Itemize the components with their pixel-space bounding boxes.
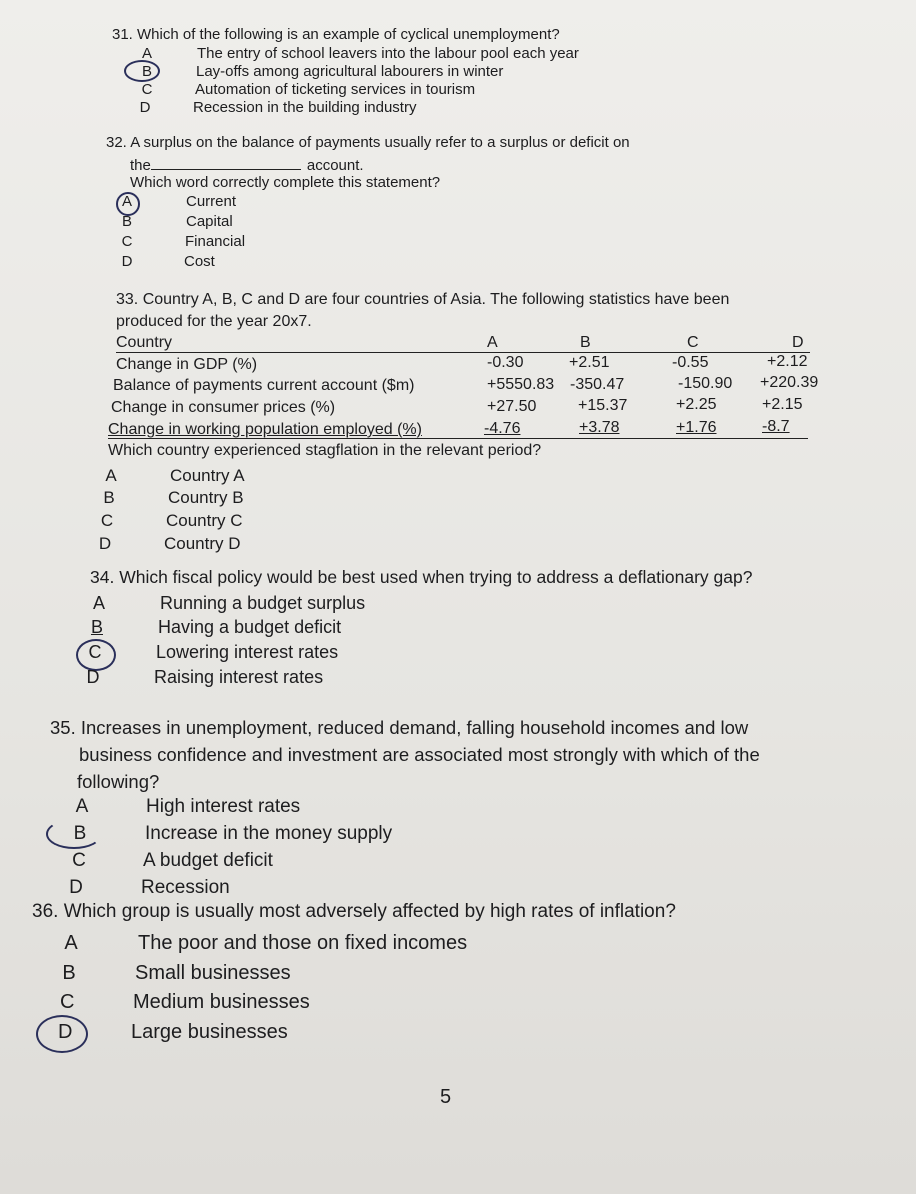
question-36-stem: 36. Which group is usually most adversely affected by high rates of inflation? [32,901,676,922]
question-32-prompt: Which word correctly complete this statement? [130,174,441,191]
table-cell: +5550.83 [487,376,555,393]
option-letter: A [105,466,117,485]
table-header-b: B [580,334,591,351]
option-text: Automation of ticketing services in tourism [195,81,476,98]
option-letter: C [88,642,102,662]
option-text: Recession [141,877,230,898]
option-letter: A [141,45,152,62]
option-letter: B [73,823,87,844]
option-text: Raising interest rates [154,667,324,687]
option-letter: B [103,488,115,507]
option-text: Country A [170,466,245,485]
table-cell: +220.39 [760,374,819,391]
question-35-stem-line-2: business confidence and investment are associated most strongly with which of the [79,744,760,765]
option-letter: B [121,213,132,230]
table-header-d: D [792,334,804,351]
option-text: Increase in the money supply [145,823,393,844]
option-letter: B [90,617,103,637]
table-cell: -4.76 [484,420,521,437]
option-text: High interest rates [146,796,301,817]
option-text: Lay-offs among agricultural labourers in winter [196,63,504,80]
option-text: The entry of school leavers into the labour pool each year [197,45,579,62]
option-letter: C [100,511,114,530]
table-cell: -8.7 [762,418,790,435]
question-32 [106,134,630,151]
option-letter: A [64,932,78,954]
answer-mark-circle [124,60,160,82]
option-text: The poor and those on fixed incomes [138,932,468,954]
option-text: Country D [164,534,241,553]
table-row-label: Balance of payments current account ($m) [113,377,415,394]
table-header-a: A [487,334,498,351]
blank-prefix: the [130,157,151,174]
option-text: Medium businesses [133,991,310,1013]
option-text: Current [186,193,237,210]
table-header-country: Country [116,334,173,351]
question-35 [50,714,760,795]
table-cell: -0.55 [672,354,709,371]
question-34 [90,567,752,588]
question-35-stem-line-3: following? [77,771,160,792]
option-text: Country C [166,511,243,530]
option-letter: D [69,877,83,898]
option-letter: A [121,193,132,210]
blank-suffix: account. [306,157,364,174]
question-32-stem-line-1: 32. A surplus on the balance of payments usually refer to a surplus or deficit on [106,134,630,151]
option-letter: B [141,63,152,80]
table-cell: +2.15 [762,396,803,413]
option-letter: D [86,667,100,687]
option-letter: A [92,593,105,613]
option-letter: C [72,850,86,871]
option-text: Lowering interest rates [156,642,339,662]
table-cell: +27.50 [487,398,537,415]
option-letter: D [58,1021,73,1043]
question-36 [32,901,676,923]
table-cell: +2.51 [569,354,610,371]
option-letter: C [141,81,153,98]
question-32-line-3 [130,174,440,191]
option-text: Running a budget surplus [160,593,366,613]
table-cell: +3.78 [579,419,620,436]
option-text: Large businesses [131,1021,288,1043]
question-33-question-text: Which country experienced stagflation in the relevant period? [108,442,542,459]
option-letter: D [139,99,151,116]
table-cell: -150.90 [678,375,733,392]
option-text: Cost [184,253,215,270]
question-33-prompt [108,442,541,460]
question-31 [112,26,560,43]
answer-mark-circle [46,819,102,849]
table-cell: +15.37 [578,397,628,414]
option-text: Financial [185,233,246,250]
table-cell: +2.12 [767,353,808,370]
option-text: Having a budget deficit [158,617,342,637]
table-cell: +2.25 [676,396,717,413]
table-header-rule [116,352,810,353]
option-letter: C [60,991,75,1013]
question-34-stem: 34. Which fiscal policy would be best used when trying to address a deflationary gap? [90,567,753,587]
option-text: A budget deficit [143,850,273,871]
table-row-label: Change in GDP (%) [116,356,258,373]
table-cell: -350.47 [570,376,625,393]
table-bottom-rule [108,438,808,439]
table-cell: +1.76 [676,419,717,436]
option-text: Country B [168,488,244,507]
answer-mark-circle [36,1015,88,1053]
question-33-stem-line-2: produced for the year 20x7. [116,313,312,330]
answer-blank [151,155,301,170]
option-letter: D [121,253,133,270]
question-31-stem: 31. Which of the following is an example of cyclical unemployment? [112,26,560,43]
question-32-line-2 [130,155,364,174]
table-cell: -0.30 [487,354,524,371]
option-text: Capital [186,213,233,230]
option-letter: C [121,233,133,250]
option-letter: A [75,796,89,817]
table-row-label: Change in working population employed (%) [108,421,422,438]
table-row-label: Change in consumer prices (%) [111,399,336,416]
page-number: 5 [440,1086,452,1108]
option-text: Small businesses [135,962,291,984]
option-letter: B [62,962,76,984]
option-letter: D [98,534,112,553]
table-header-c: C [687,334,699,351]
question-33-stem-line-1: 33. Country A, B, C and D are four countries of Asia. The following statistics have been [116,291,730,308]
question-33 [116,291,729,331]
question-35-stem-line-1: 35. Increases in unemployment, reduced demand, falling household incomes and low [50,717,749,738]
option-text: Recession in the building industry [193,99,417,116]
